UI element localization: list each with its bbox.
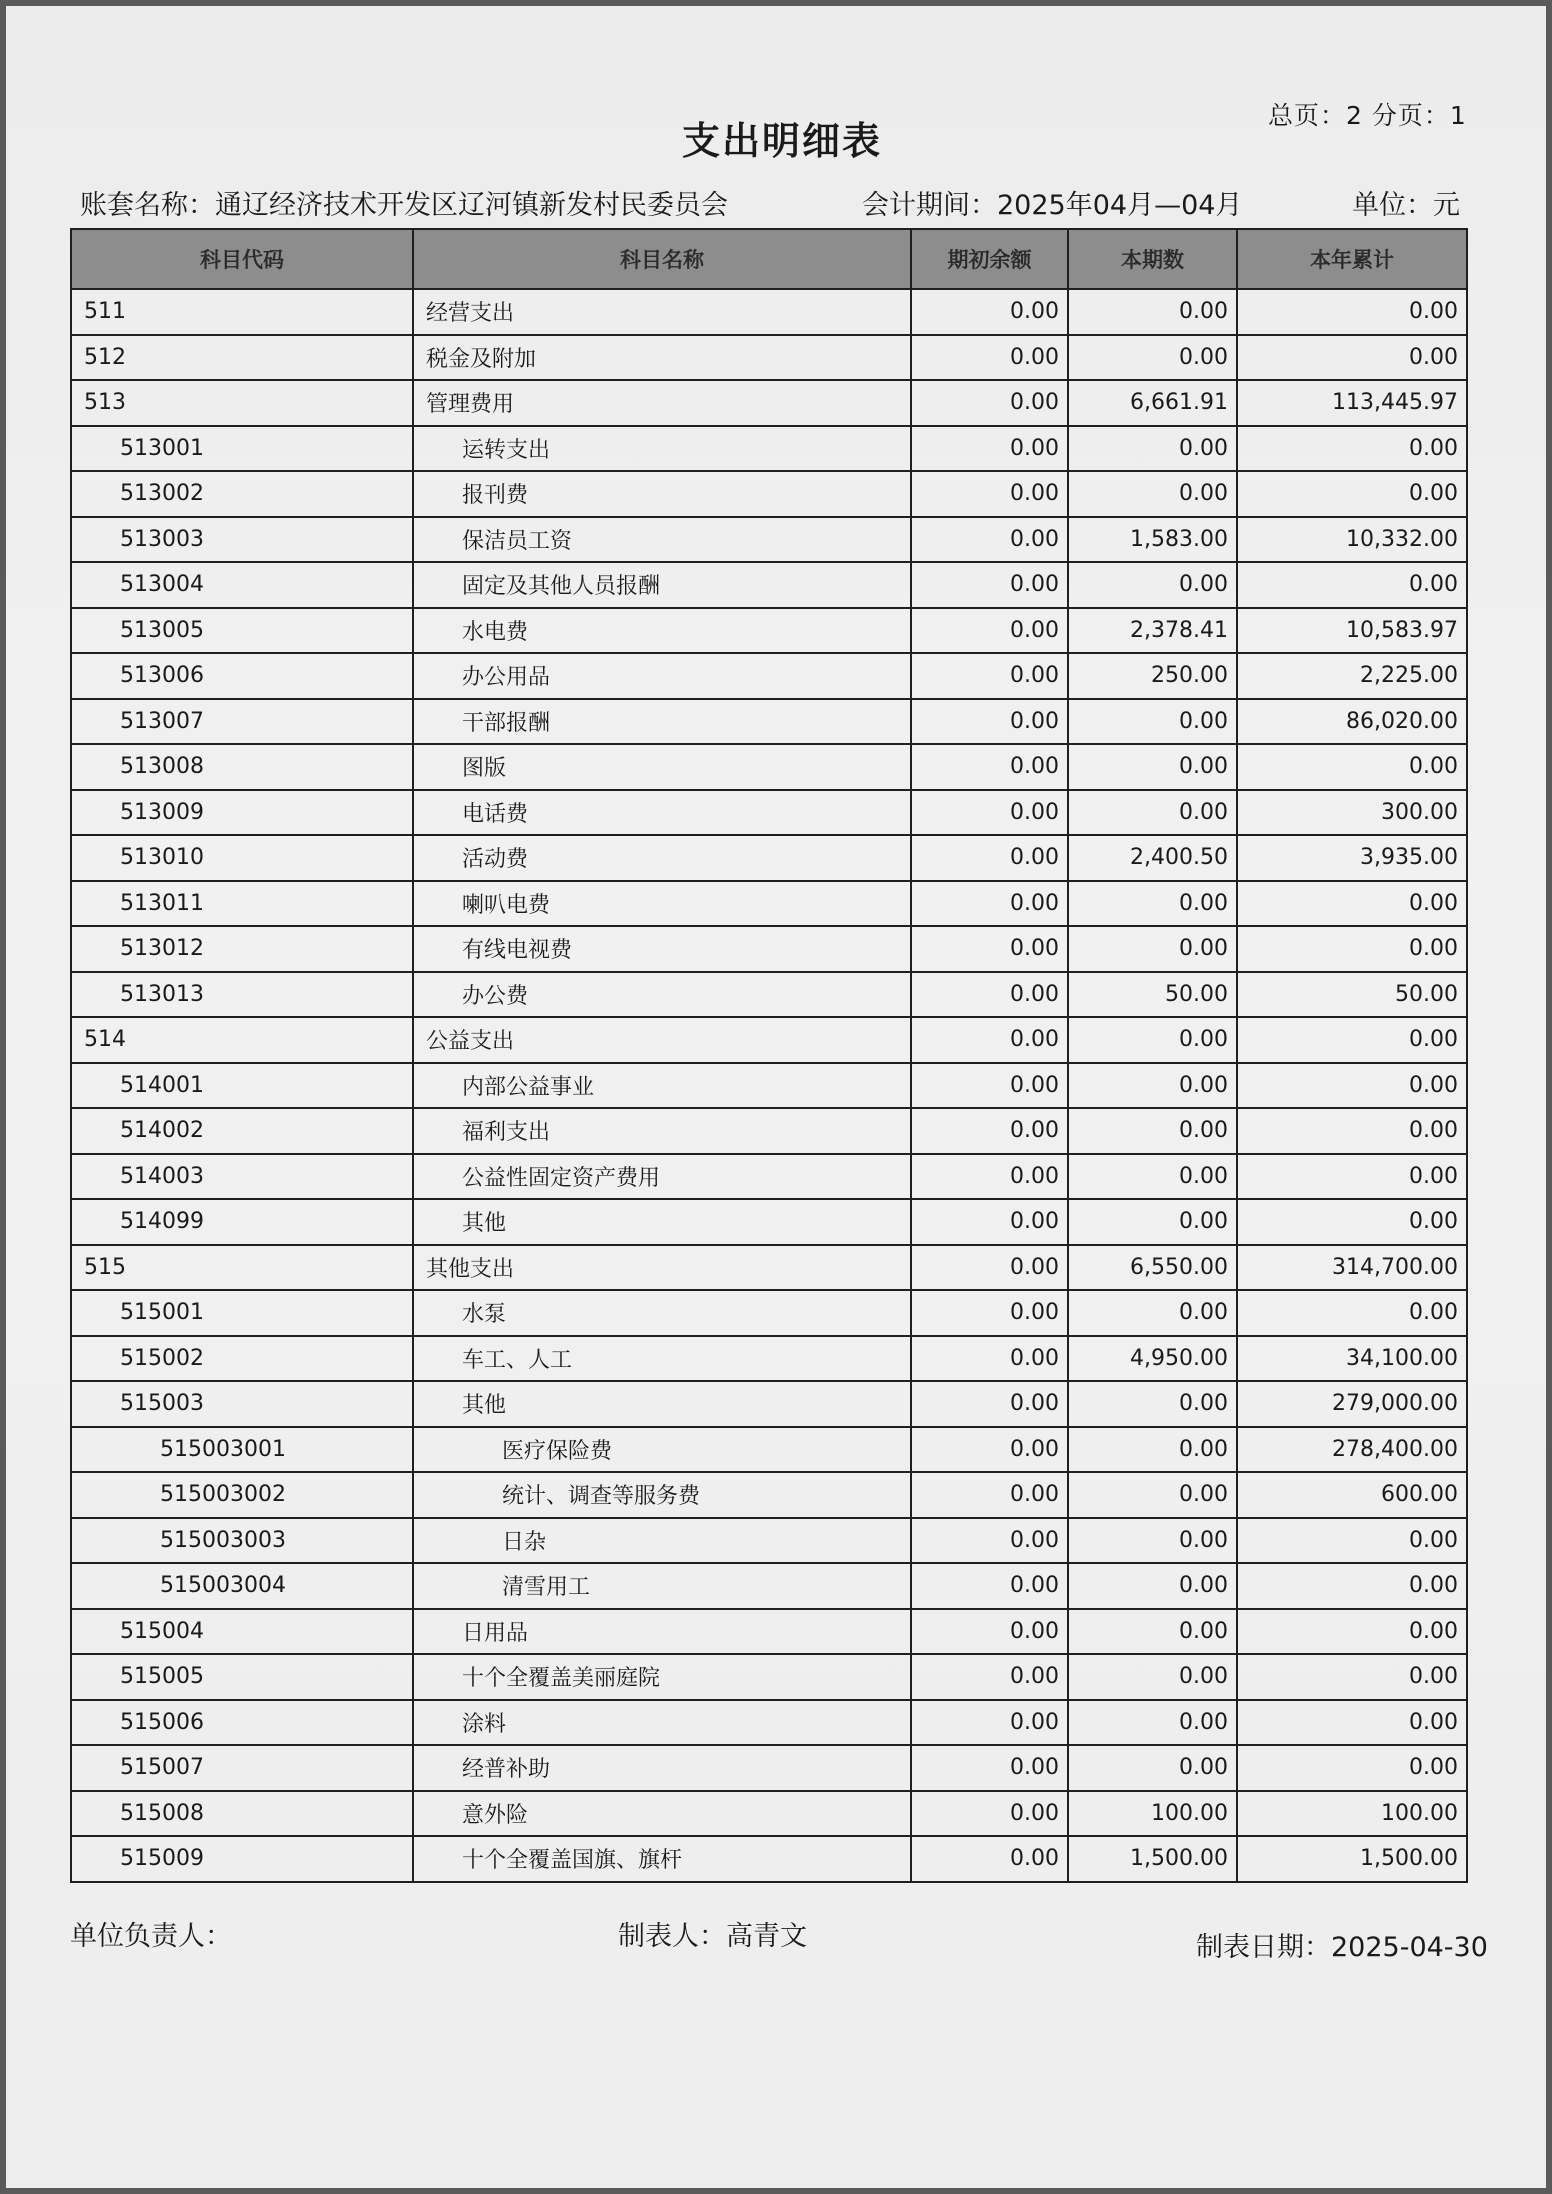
account-name-cell: 公益性固定资产费用 [413,1154,911,1200]
table-body [71,289,1467,1882]
table-row [71,608,1467,654]
current-period-cell: 6,550.00 [1068,1245,1237,1291]
year-to-date-cell: 278,400.00 [1237,1427,1467,1473]
account-code-cell: 512 [71,335,413,381]
account-name-cell: 水泵 [413,1290,911,1336]
account-code-cell: 513013 [71,972,413,1018]
account-code-cell: 513006 [71,653,413,699]
table-row [71,471,1467,517]
opening-balance-cell: 0.00 [911,1336,1068,1382]
year-to-date-cell: 0.00 [1237,471,1467,517]
table-row [71,1836,1467,1882]
current-period-cell: 0.00 [1068,1472,1237,1518]
opening-balance-cell: 0.00 [911,1791,1068,1837]
year-to-date-cell: 0.00 [1237,1108,1467,1154]
current-period-cell: 0.00 [1068,1290,1237,1336]
opening-balance-cell: 0.00 [911,1290,1068,1336]
table-row [71,790,1467,836]
year-to-date-cell: 0.00 [1237,1199,1467,1245]
account-name-cell: 其他 [413,1381,911,1427]
year-to-date-cell: 0.00 [1237,426,1467,472]
account-name-cell: 经营支出 [413,289,911,335]
account-code-cell: 513012 [71,926,413,972]
table-row [71,426,1467,472]
current-period-cell: 250.00 [1068,653,1237,699]
account-name-cell: 活动费 [413,835,911,881]
table-row [71,562,1467,608]
account-name-cell: 福利支出 [413,1108,911,1154]
currency-unit: 单位：元 [1352,190,1460,221]
account-name-cell: 图版 [413,744,911,790]
account-code-cell: 514 [71,1017,413,1063]
table-row [71,699,1467,745]
table-row [71,517,1467,563]
account-code-cell: 513008 [71,744,413,790]
account-code-cell: 515009 [71,1836,413,1882]
opening-balance-cell: 0.00 [911,1108,1068,1154]
current-period-cell: 0.00 [1068,1745,1237,1791]
year-to-date-cell: 300.00 [1237,790,1467,836]
year-to-date-cell: 0.00 [1237,562,1467,608]
account-name-cell: 固定及其他人员报酬 [413,562,911,608]
opening-balance-cell: 0.00 [911,1518,1068,1564]
current-period-cell: 1,500.00 [1068,1836,1237,1882]
table-row [71,1791,1467,1837]
table-row [71,881,1467,927]
account-name-cell: 意外险 [413,1791,911,1837]
account-code-cell: 513009 [71,790,413,836]
table-row [71,1745,1467,1791]
opening-balance-cell: 0.00 [911,653,1068,699]
opening-balance-cell: 0.00 [911,1563,1068,1609]
opening-balance-cell: 0.00 [911,1245,1068,1291]
table-row [71,972,1467,1018]
table-row [71,1700,1467,1746]
opening-balance-cell: 0.00 [911,1427,1068,1473]
account-code-cell: 513011 [71,881,413,927]
table-row [71,653,1467,699]
current-period-cell: 0.00 [1068,562,1237,608]
table-header-row [71,229,1467,289]
opening-balance-cell: 0.00 [911,1472,1068,1518]
account-name-cell: 喇叭电费 [413,881,911,927]
current-period-cell: 0.00 [1068,1017,1237,1063]
table-row [71,1245,1467,1291]
account-code-cell: 513003 [71,517,413,563]
opening-balance-cell: 0.00 [911,1017,1068,1063]
table-row [71,1563,1467,1609]
account-code-cell: 515003004 [71,1563,413,1609]
account-code-cell: 513 [71,380,413,426]
opening-balance-cell: 0.00 [911,744,1068,790]
current-period-cell: 0.00 [1068,1108,1237,1154]
account-name-cell: 办公费 [413,972,911,1018]
table-row [71,1154,1467,1200]
current-period-cell: 0.00 [1068,1563,1237,1609]
opening-balance-cell: 0.00 [911,1381,1068,1427]
account-name-cell: 日用品 [413,1609,911,1655]
page-info: 总页：2 分页：1 [1268,101,1467,130]
account-name-cell: 公益支出 [413,1017,911,1063]
current-period-cell: 0.00 [1068,289,1237,335]
account-name-cell: 水电费 [413,608,911,654]
year-to-date-cell: 50.00 [1237,972,1467,1018]
account-name-cell: 日杂 [413,1518,911,1564]
account-code-cell: 513005 [71,608,413,654]
current-period-cell: 50.00 [1068,972,1237,1018]
table-row [71,1017,1467,1063]
opening-balance-cell: 0.00 [911,471,1068,517]
account-code-cell: 515008 [71,1791,413,1837]
account-code-cell: 513007 [71,699,413,745]
current-period-cell: 2,400.50 [1068,835,1237,881]
account-name-cell: 办公用品 [413,653,911,699]
current-period-cell: 0.00 [1068,1063,1237,1109]
table-row [71,835,1467,881]
opening-balance-cell: 0.00 [911,1654,1068,1700]
current-period-cell: 0.00 [1068,699,1237,745]
table-row [71,1199,1467,1245]
opening-balance-cell: 0.00 [911,881,1068,927]
opening-balance-cell: 0.00 [911,972,1068,1018]
year-to-date-cell: 0.00 [1237,289,1467,335]
account-name-cell: 有线电视费 [413,926,911,972]
opening-balance-cell: 0.00 [911,1836,1068,1882]
current-period-cell: 1,583.00 [1068,517,1237,563]
account-name-cell: 管理费用 [413,380,911,426]
account-name-cell: 干部报酬 [413,699,911,745]
account-code-cell: 515001 [71,1290,413,1336]
table-row [71,289,1467,335]
table-row [71,1381,1467,1427]
account-name-cell: 医疗保险费 [413,1427,911,1473]
account-code-cell: 515003003 [71,1518,413,1564]
opening-balance-cell: 0.00 [911,835,1068,881]
year-to-date-cell: 0.00 [1237,1154,1467,1200]
opening-balance-cell: 0.00 [911,1199,1068,1245]
current-period-cell: 0.00 [1068,926,1237,972]
opening-balance-cell: 0.00 [911,1063,1068,1109]
year-to-date-cell: 0.00 [1237,1654,1467,1700]
opening-balance-cell: 0.00 [911,1745,1068,1791]
year-to-date-cell: 279,000.00 [1237,1381,1467,1427]
current-period-cell: 0.00 [1068,744,1237,790]
account-name-cell: 保洁员工资 [413,517,911,563]
current-period-cell: 0.00 [1068,335,1237,381]
opening-balance-cell: 0.00 [911,380,1068,426]
account-code-cell: 515005 [71,1654,413,1700]
account-code-cell: 513002 [71,471,413,517]
account-name-cell: 其他支出 [413,1245,911,1291]
responsible-person: 单位负责人： [70,1921,232,1952]
column-header-ytd: 本年累计 [1237,229,1467,289]
current-period-cell: 0.00 [1068,1609,1237,1655]
account-name-cell: 报刊费 [413,471,911,517]
year-to-date-cell: 1,500.00 [1237,1836,1467,1882]
table-row [71,1654,1467,1700]
account-name-cell: 电话费 [413,790,911,836]
year-to-date-cell: 0.00 [1237,335,1467,381]
opening-balance-cell: 0.00 [911,608,1068,654]
account-name-cell: 车工、人工 [413,1336,911,1382]
year-to-date-cell: 0.00 [1237,1518,1467,1564]
account-code-cell: 515002 [71,1336,413,1382]
year-to-date-cell: 0.00 [1237,1609,1467,1655]
table-row [71,1290,1467,1336]
column-header-current: 本期数 [1068,229,1237,289]
year-to-date-cell: 600.00 [1237,1472,1467,1518]
table-row [71,744,1467,790]
table-row [71,926,1467,972]
current-period-cell: 6,661.91 [1068,380,1237,426]
table-row [71,1336,1467,1382]
year-to-date-cell: 0.00 [1237,1063,1467,1109]
account-code-cell: 513004 [71,562,413,608]
year-to-date-cell: 0.00 [1237,744,1467,790]
year-to-date-cell: 0.00 [1237,926,1467,972]
current-period-cell: 100.00 [1068,1791,1237,1837]
opening-balance-cell: 0.00 [911,517,1068,563]
account-code-cell: 513010 [71,835,413,881]
year-to-date-cell: 314,700.00 [1237,1245,1467,1291]
current-period-cell: 0.00 [1068,881,1237,927]
prepared-date: 制表日期：2025-04-30 [1196,1932,1488,1963]
current-period-cell: 0.00 [1068,1700,1237,1746]
table-row [71,1472,1467,1518]
account-code-cell: 515003 [71,1381,413,1427]
current-period-cell: 0.00 [1068,1427,1237,1473]
account-set-name: 账套名称：通辽经济技术开发区辽河镇新发村民委员会 [80,190,728,221]
account-name-cell: 统计、调查等服务费 [413,1472,911,1518]
account-code-cell: 515 [71,1245,413,1291]
opening-balance-cell: 0.00 [911,1154,1068,1200]
year-to-date-cell: 0.00 [1237,1700,1467,1746]
account-code-cell: 514001 [71,1063,413,1109]
table-row [71,1063,1467,1109]
account-name-cell: 涂料 [413,1700,911,1746]
account-code-cell: 515003001 [71,1427,413,1473]
year-to-date-cell: 10,332.00 [1237,517,1467,563]
account-name-cell: 清雪用工 [413,1563,911,1609]
account-code-cell: 513001 [71,426,413,472]
table-row [71,335,1467,381]
accounting-period: 会计期间：2025年04月—04月 [862,190,1243,221]
year-to-date-cell: 0.00 [1237,881,1467,927]
opening-balance-cell: 0.00 [911,289,1068,335]
current-period-cell: 4,950.00 [1068,1336,1237,1382]
current-period-cell: 0.00 [1068,790,1237,836]
opening-balance-cell: 0.00 [911,1700,1068,1746]
year-to-date-cell: 0.00 [1237,1290,1467,1336]
table-row [71,1108,1467,1154]
year-to-date-cell: 2,225.00 [1237,653,1467,699]
page-title: 支出明细表 [681,119,882,163]
opening-balance-cell: 0.00 [911,699,1068,745]
opening-balance-cell: 0.00 [911,335,1068,381]
column-header-code: 科目代码 [71,229,413,289]
account-name-cell: 十个全覆盖美丽庭院 [413,1654,911,1700]
account-name-cell: 税金及附加 [413,335,911,381]
account-code-cell: 514002 [71,1108,413,1154]
account-name-cell: 经普补助 [413,1745,911,1791]
account-code-cell: 515006 [71,1700,413,1746]
year-to-date-cell: 100.00 [1237,1791,1467,1837]
account-name-cell: 内部公益事业 [413,1063,911,1109]
opening-balance-cell: 0.00 [911,562,1068,608]
year-to-date-cell: 0.00 [1237,1745,1467,1791]
year-to-date-cell: 0.00 [1237,1563,1467,1609]
table-row [71,1518,1467,1564]
opening-balance-cell: 0.00 [911,426,1068,472]
year-to-date-cell: 86,020.00 [1237,699,1467,745]
year-to-date-cell: 113,445.97 [1237,380,1467,426]
column-header-name: 科目名称 [413,229,911,289]
current-period-cell: 0.00 [1068,426,1237,472]
account-code-cell: 515004 [71,1609,413,1655]
column-header-opening: 期初余额 [911,229,1068,289]
current-period-cell: 0.00 [1068,1154,1237,1200]
current-period-cell: 0.00 [1068,471,1237,517]
account-code-cell: 515007 [71,1745,413,1791]
year-to-date-cell: 34,100.00 [1237,1336,1467,1382]
account-code-cell: 514099 [71,1199,413,1245]
opening-balance-cell: 0.00 [911,790,1068,836]
opening-balance-cell: 0.00 [911,926,1068,972]
table-preparer: 制表人：高青文 [618,1921,807,1952]
account-code-cell: 511 [71,289,413,335]
account-name-cell: 运转支出 [413,426,911,472]
table-row [71,1427,1467,1473]
year-to-date-cell: 10,583.97 [1237,608,1467,654]
account-code-cell: 514003 [71,1154,413,1200]
account-name-cell: 其他 [413,1199,911,1245]
table-row [71,380,1467,426]
expense-detail-table [70,228,1468,1883]
account-name-cell: 十个全覆盖国旗、旗杆 [413,1836,911,1882]
account-code-cell: 515003002 [71,1472,413,1518]
current-period-cell: 0.00 [1068,1518,1237,1564]
current-period-cell: 0.00 [1068,1199,1237,1245]
current-period-cell: 0.00 [1068,1381,1237,1427]
year-to-date-cell: 3,935.00 [1237,835,1467,881]
table-row [71,1609,1467,1655]
year-to-date-cell: 0.00 [1237,1017,1467,1063]
current-period-cell: 0.00 [1068,1654,1237,1700]
current-period-cell: 2,378.41 [1068,608,1237,654]
opening-balance-cell: 0.00 [911,1609,1068,1655]
